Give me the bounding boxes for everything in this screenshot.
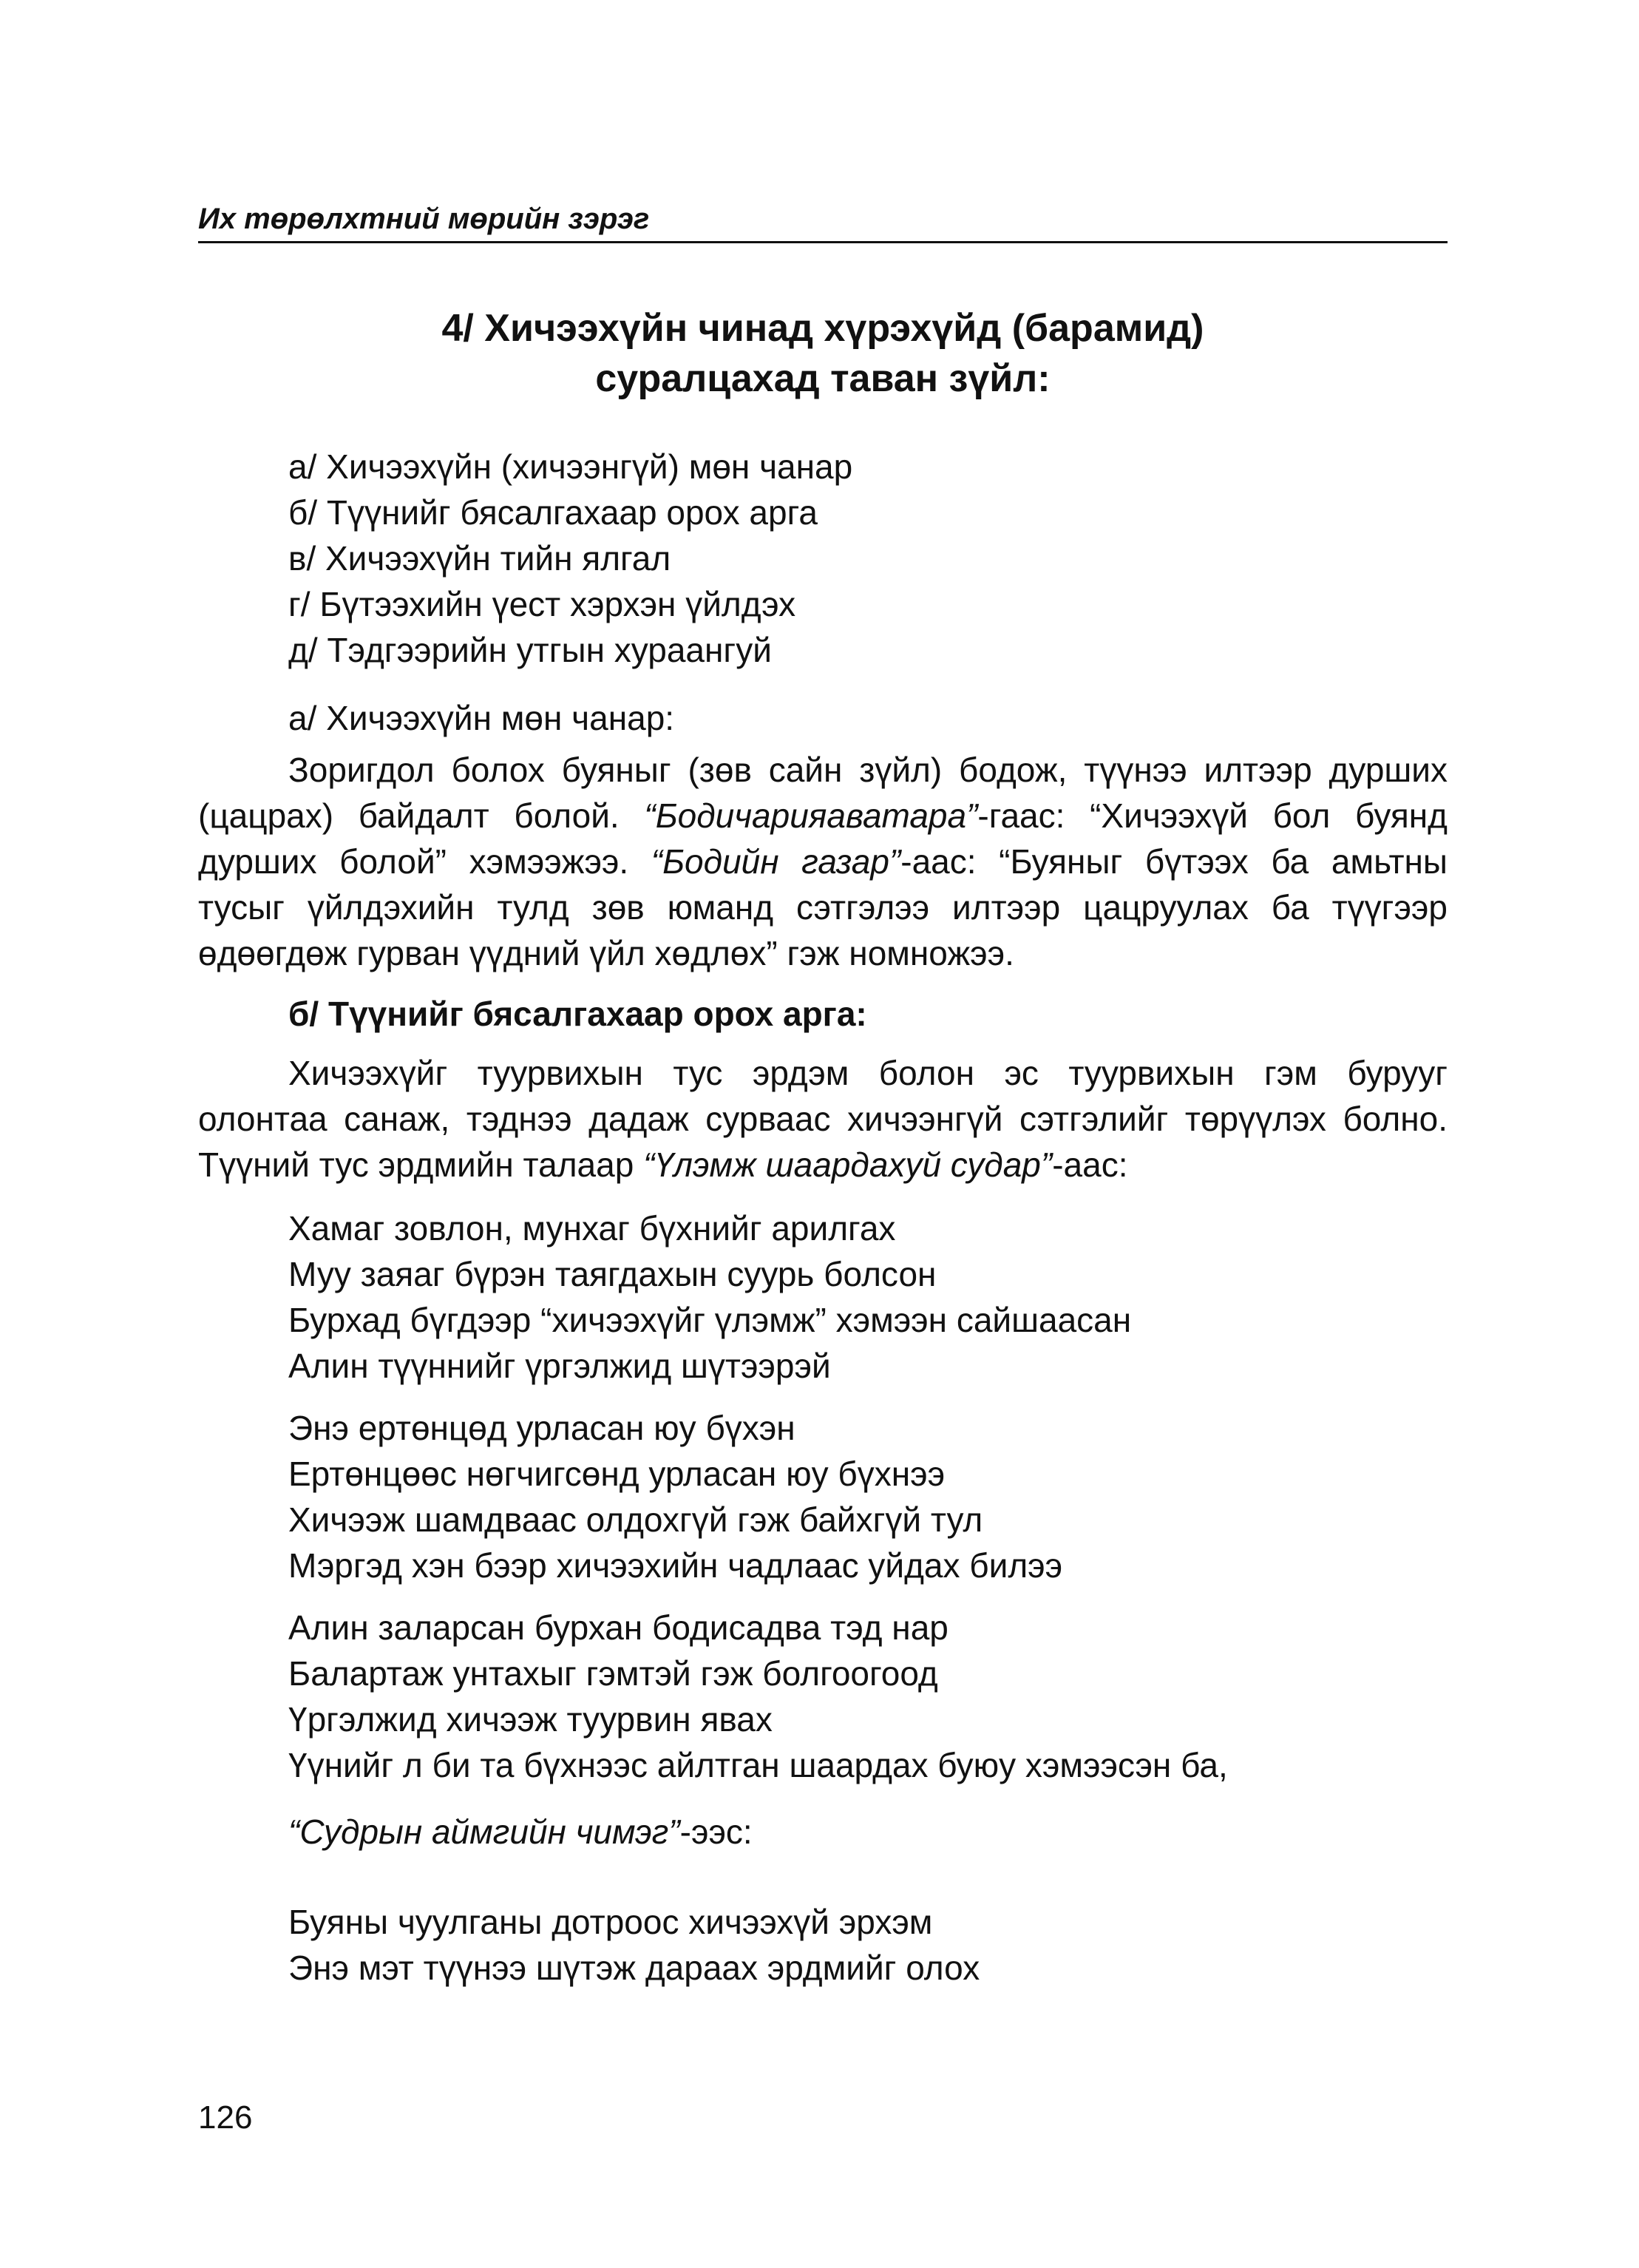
verse-line: Муу заяаг бүрэн таягдахын суурь болсон: [288, 1255, 937, 1293]
paragraph-line: тусыг үйлдэхийн тулд зөв юманд сэтгэлээ илтээр цацруулах ба түүгээр: [198, 888, 1448, 927]
outline-list: [288, 444, 852, 673]
verse-stanza-4: [288, 1899, 980, 1991]
text-run: -гаас: “Хичээхүй бол буянд: [977, 796, 1448, 835]
paragraph-line: олонтаа санаж, тэднээ дадаж сурваас хичээнгүй сэтгэлийг төрүүлэх болно.: [198, 1100, 1448, 1138]
paragraph-line: Зоригдол болох буяныг (зөв сайн зүйл) бодож, түүнээ илтээр дурших: [288, 751, 1448, 789]
outline-item: б/ Түүнийг бясалгахаар орох арга: [288, 493, 818, 532]
text-run: -аас: “Буяныг бүтээх ба амьтны: [900, 842, 1448, 881]
part-a-paragraph: [198, 747, 1448, 976]
verse-line: Хичээж шамдваас олдохгүй гэж байхгүй тул: [288, 1500, 983, 1539]
section-title-line-2: суралцахад таван зүйл:: [595, 357, 1051, 400]
verse-line: Алин түүннийг үргэлжид шүтээрэй: [288, 1347, 831, 1385]
outline-item: д/ Тэдгээрийн утгын хураангуй: [288, 631, 772, 669]
paragraph-line: Хичээхүйг туурвихын тус эрдэм болон эс туурвихын гэм бурууг: [288, 1054, 1448, 1092]
verse-line: Бурхад бүгдээр “хичээхүйг үлэмж” хэмээн сайшаасан: [288, 1301, 1132, 1339]
paragraph-line: [198, 793, 1448, 839]
part-a-heading: а/ Хичээхүйн мөн чанар:: [288, 699, 675, 737]
source-title: “Бодичарияаватара”: [644, 796, 978, 835]
verse-stanza-3: [288, 1605, 1228, 1788]
verse-line: Буяны чуулганы дотроос хичээхүй эрхэм: [288, 1903, 933, 1941]
outline-item: г/ Бүтээхийн үест хэрхэн үйлдэх: [288, 585, 796, 623]
paragraph-line: өдөөгдөж гурван үүдний үйл хөдлөх” гэж номножээ.: [198, 934, 1014, 972]
verse-line: Ертөнцөөс нөгчигсөнд урласан юу бүхнээ: [288, 1455, 946, 1493]
paragraph-line: [198, 839, 1448, 884]
text-run: (цацрах) байдалт болой.: [198, 796, 645, 835]
verse-stanza-2: [288, 1405, 1062, 1588]
header-rule: [198, 241, 1448, 243]
source-intro: [288, 1809, 753, 1855]
page-number: 126: [198, 2099, 253, 2136]
text-run: -аас:: [1052, 1145, 1128, 1184]
verse-line: Балартаж унтахыг гэмтэй гэж болгоогоод: [288, 1654, 938, 1693]
part-b-paragraph: [198, 1050, 1448, 1188]
outline-item: в/ Хичээхүйн тийн ялгал: [288, 539, 671, 578]
section-title: [198, 303, 1448, 404]
verse-line: Мэргэд хэн бээр хичээхийн чадлаас уйдах билээ: [288, 1546, 1063, 1585]
text-run: -ээс:: [679, 1812, 753, 1851]
verse-line: Энэ мэт түүнээ шүтэж дараах эрдмийг олох: [288, 1949, 980, 1987]
verse-line: Алин заларсан бурхан бодисадва тэд нар: [288, 1608, 949, 1647]
source-title: “Үлэмж шаардахуй судар”: [643, 1145, 1053, 1184]
verse-line: Үргэлжид хичээж туурвин явах: [288, 1700, 773, 1739]
section-title-line-1: 4/ Хичээхүйн чинад хүрэхүйд (барамид): [441, 307, 1204, 350]
source-title: “Бодийн газар”: [651, 842, 901, 881]
verse-line: Энэ ертөнцөд урласан юу бүхэн: [288, 1409, 795, 1447]
paragraph-line: [198, 1142, 1448, 1188]
source-title: “Судрын аймгийн чимэг”: [288, 1812, 680, 1851]
verse-stanza-1: [288, 1205, 1131, 1389]
running-header: Их төрөлхтний мөрийн зэрэг: [198, 203, 650, 235]
text-run: Түүний тус эрдмийн талаар: [198, 1145, 644, 1184]
verse-line: Үүнийг л би та бүхнээс айлтган шаардах буюу хэмээсэн ба,: [288, 1746, 1228, 1784]
outline-item: а/ Хичээхүйн (хичээнгүй) мөн чанар: [288, 447, 853, 486]
text-run: дурших болой” хэмээжээ.: [198, 842, 651, 881]
verse-line: Хамаг зовлон, мунхаг бүхнийг арилгах: [288, 1209, 896, 1248]
part-b-heading: б/ Түүнийг бясалгахаар орох арга:: [288, 995, 867, 1033]
